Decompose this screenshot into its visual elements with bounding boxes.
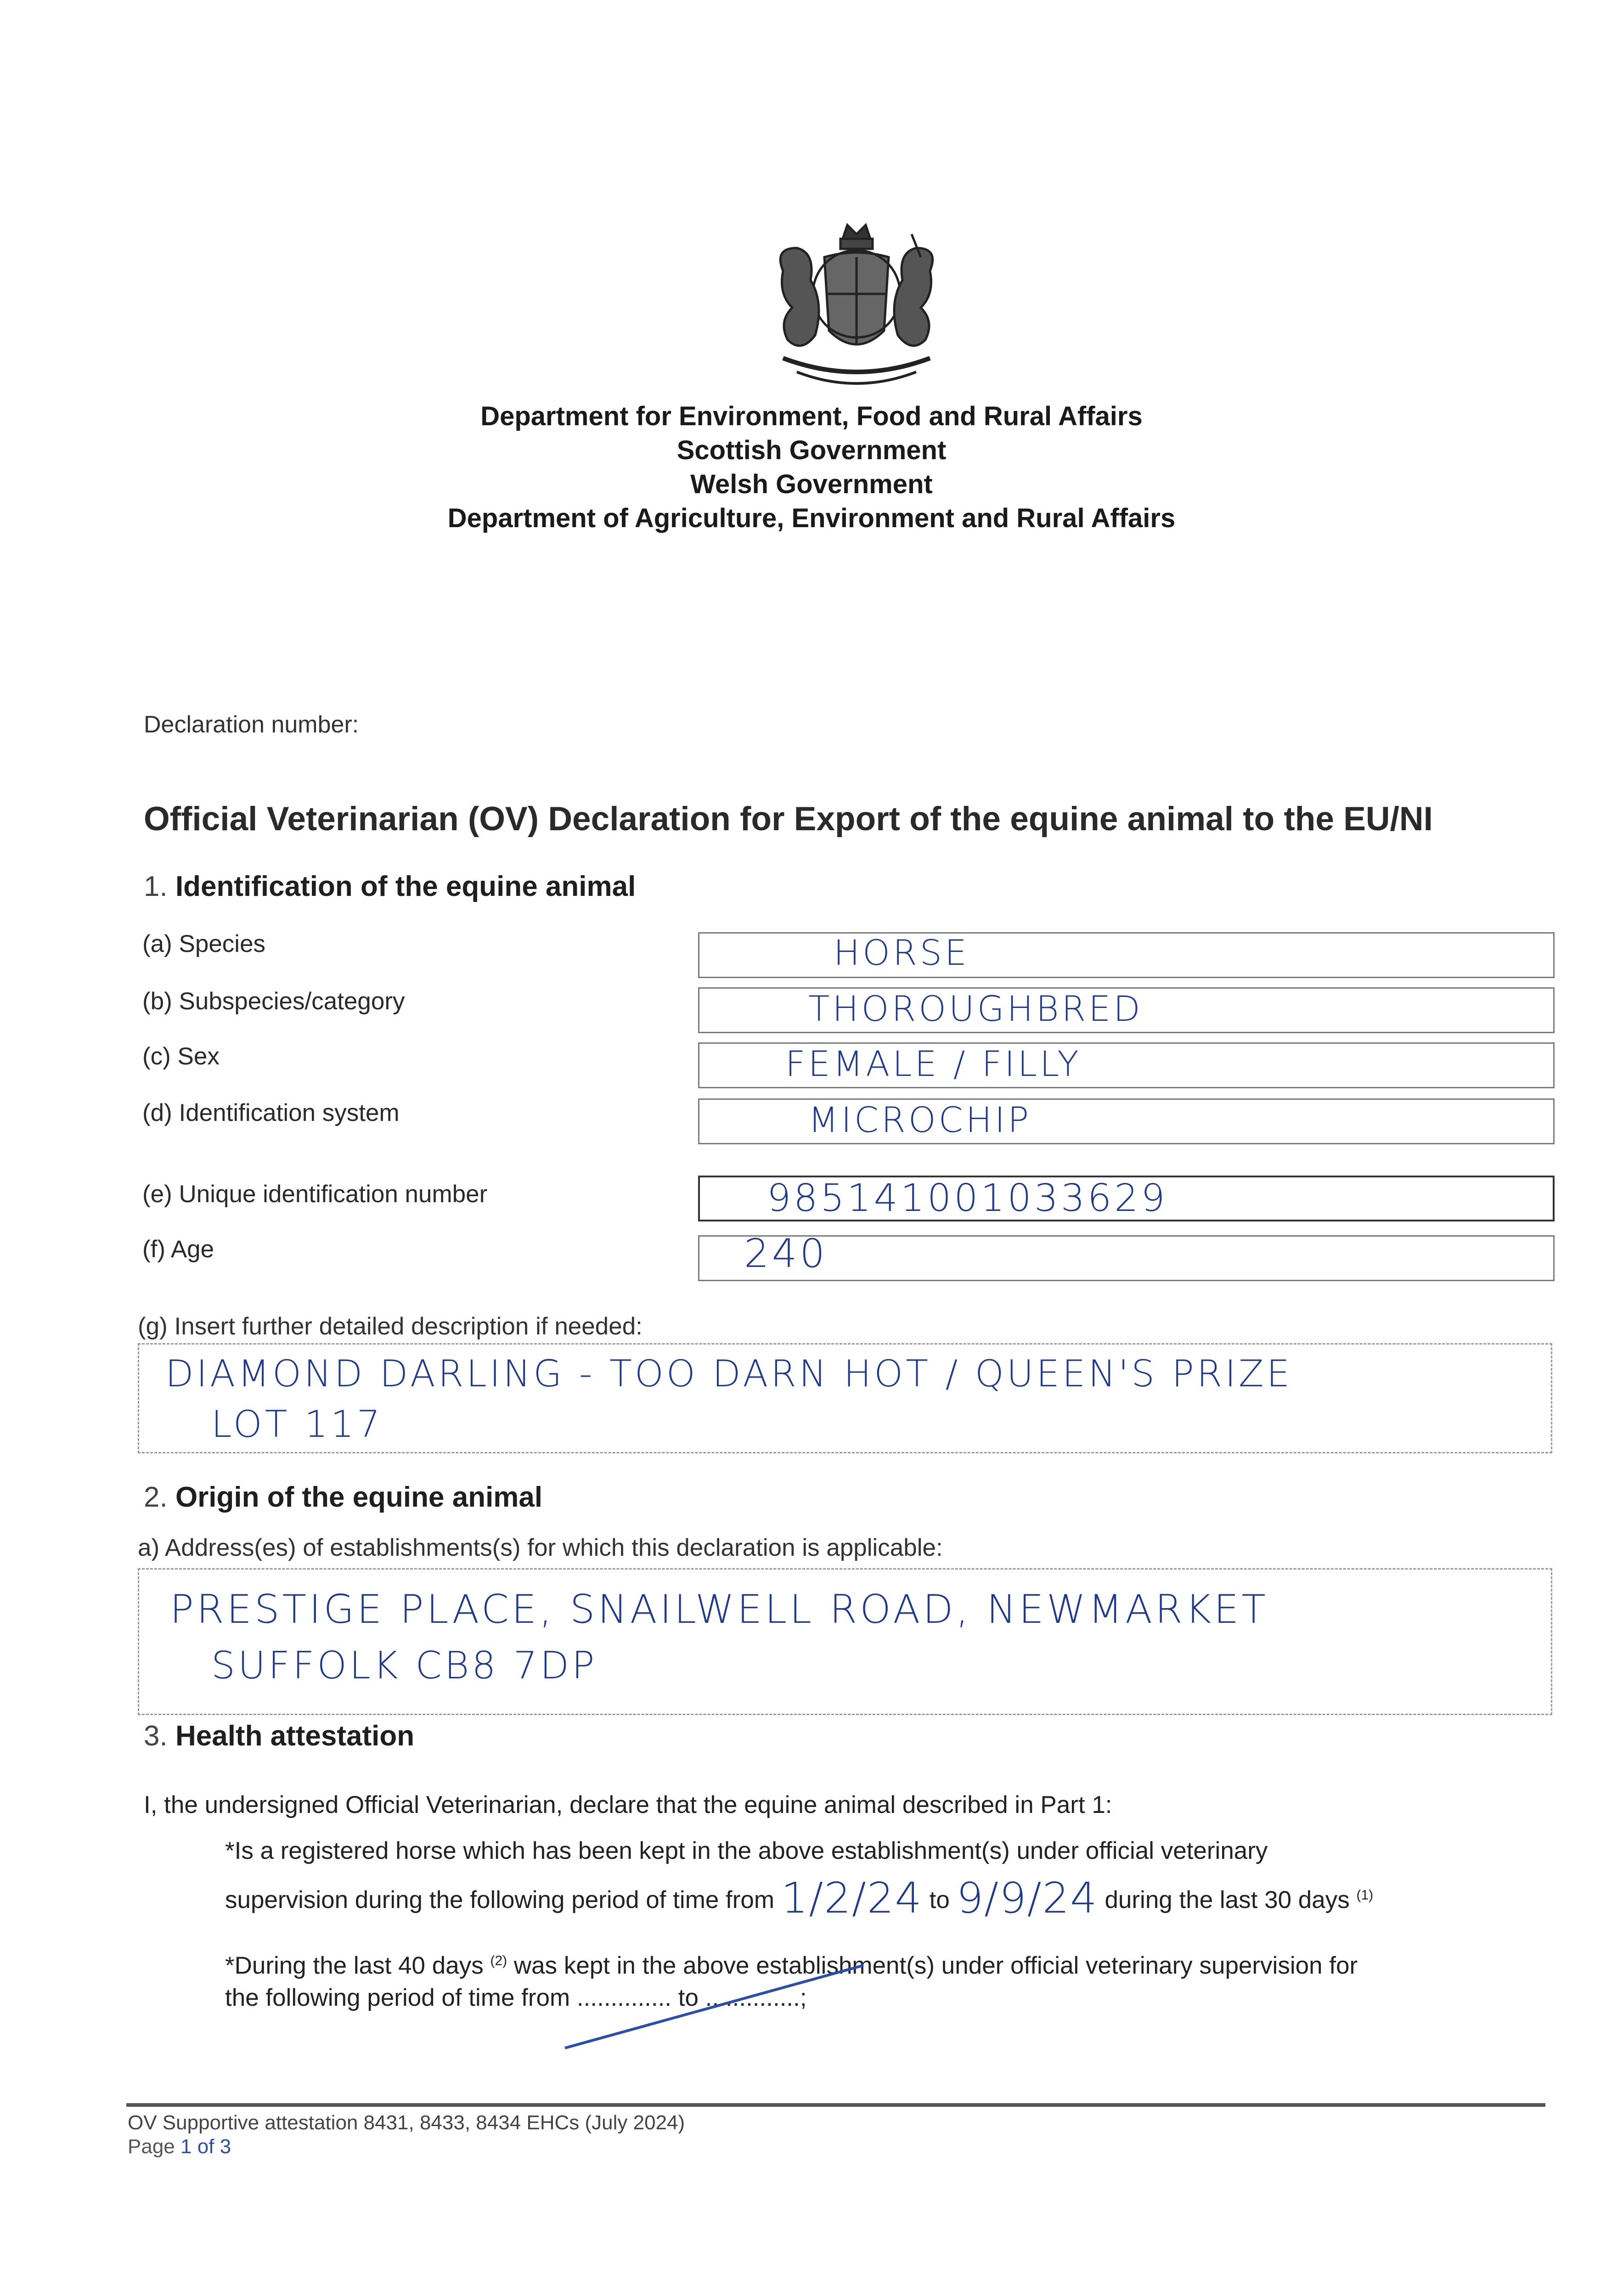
sex-label: (c) Sex	[142, 1043, 220, 1070]
from-date-value: 1/2/24	[781, 1874, 923, 1923]
department-list	[352, 400, 1271, 535]
address-line-1: PRESTIGE PLACE, SNAILWELL ROAD, NEWMARKET	[170, 1587, 1268, 1632]
page-title: Official Veterinarian (OV) Declaration for Export of the equine animal to the EU/NI	[144, 800, 1433, 838]
section-title: Health attestation	[175, 1720, 415, 1752]
section-1-heading	[144, 870, 636, 903]
age-value: 240	[744, 1231, 828, 1277]
royal-coat-of-arms-icon	[755, 220, 958, 400]
sex-value: FEMALE / FILLY	[785, 1043, 1082, 1084]
clause-2-line-2: the following period of time from .............. to ..............;	[225, 1984, 807, 2011]
page-total: 3	[220, 2135, 231, 2158]
page-word: Page	[128, 2135, 175, 2158]
further-description-line-1: DIAMOND DARLING - TOO DARN HOT / QUEEN'S PRIZE	[165, 1352, 1293, 1395]
clause-1-line-2	[225, 1869, 1374, 1923]
section-title: Identification of the equine animal	[175, 871, 636, 902]
subspecies-label: (b) Subspecies/category	[142, 988, 405, 1015]
clause-2-text-b: was kept in the above establishment(s) under official veterinary supervision for	[513, 1952, 1358, 1979]
department-name: Scottish Government	[676, 435, 947, 465]
subspecies-value: THOROUGHBRED	[808, 988, 1143, 1029]
department-name: Welsh Government	[690, 469, 933, 499]
footnote-ref: (1)	[1356, 1887, 1374, 1903]
clause-1-text: supervision during the following period of time from	[225, 1886, 775, 1913]
footer-divider	[126, 2103, 1545, 2107]
identification-system-value: MICROCHIP	[808, 1099, 1032, 1140]
further-description-label: (g) Insert further detailed description if needed:	[138, 1313, 642, 1340]
age-label: (f) Age	[142, 1236, 214, 1263]
declaration-number-label: Declaration number:	[144, 711, 359, 738]
footer-reference: OV Supportive attestation 8431, 8433, 8434 EHCs (July 2024)	[128, 2111, 685, 2134]
species-value: HORSE	[834, 932, 970, 973]
clause-1-tail: during the last 30 days	[1105, 1886, 1350, 1913]
department-name: Department for Environment, Food and Rural Affairs	[480, 401, 1143, 431]
section-2-heading	[144, 1481, 542, 1514]
to-word: to	[929, 1886, 950, 1913]
page-indicator	[128, 2135, 231, 2158]
clause-1-line-1: *Is a registered horse which has been kept in the above establishment(s) under official veterinary	[225, 1837, 1268, 1864]
section-3-heading	[144, 1720, 414, 1752]
attestation-intro: I, the undersigned Official Veterinarian, declare that the equine animal described in Part 1:	[144, 1791, 1112, 1818]
species-field[interactable]	[698, 932, 1555, 978]
department-name: Department of Agriculture, Environment and Rural Affairs	[447, 503, 1176, 533]
unique-id-value: 985141001033629	[767, 1176, 1168, 1220]
identification-system-label: (d) Identification system	[142, 1099, 400, 1126]
unique-id-label: (e) Unique identification number	[142, 1181, 488, 1208]
section-title: Origin of the equine animal	[175, 1481, 543, 1513]
species-label: (a) Species	[142, 930, 266, 957]
section-number: 1.	[144, 871, 168, 902]
section-number: 3.	[144, 1720, 168, 1752]
address-line-2: SUFFOLK CB8 7DP	[211, 1644, 597, 1688]
strike-through-mark	[551, 1956, 873, 2057]
clause-2-text: *During the last 40 days	[225, 1952, 484, 1979]
to-date-value: 9/9/24	[956, 1874, 1098, 1923]
page-number: 1	[180, 2135, 192, 2158]
further-description-line-2: LOT 117	[211, 1403, 383, 1446]
address-label: a) Address(es) of establishments(s) for which this declaration is applicable:	[138, 1534, 943, 1561]
footnote-ref: (2)	[490, 1953, 507, 1969]
of-word: of	[197, 2135, 214, 2158]
section-number: 2.	[144, 1481, 168, 1513]
